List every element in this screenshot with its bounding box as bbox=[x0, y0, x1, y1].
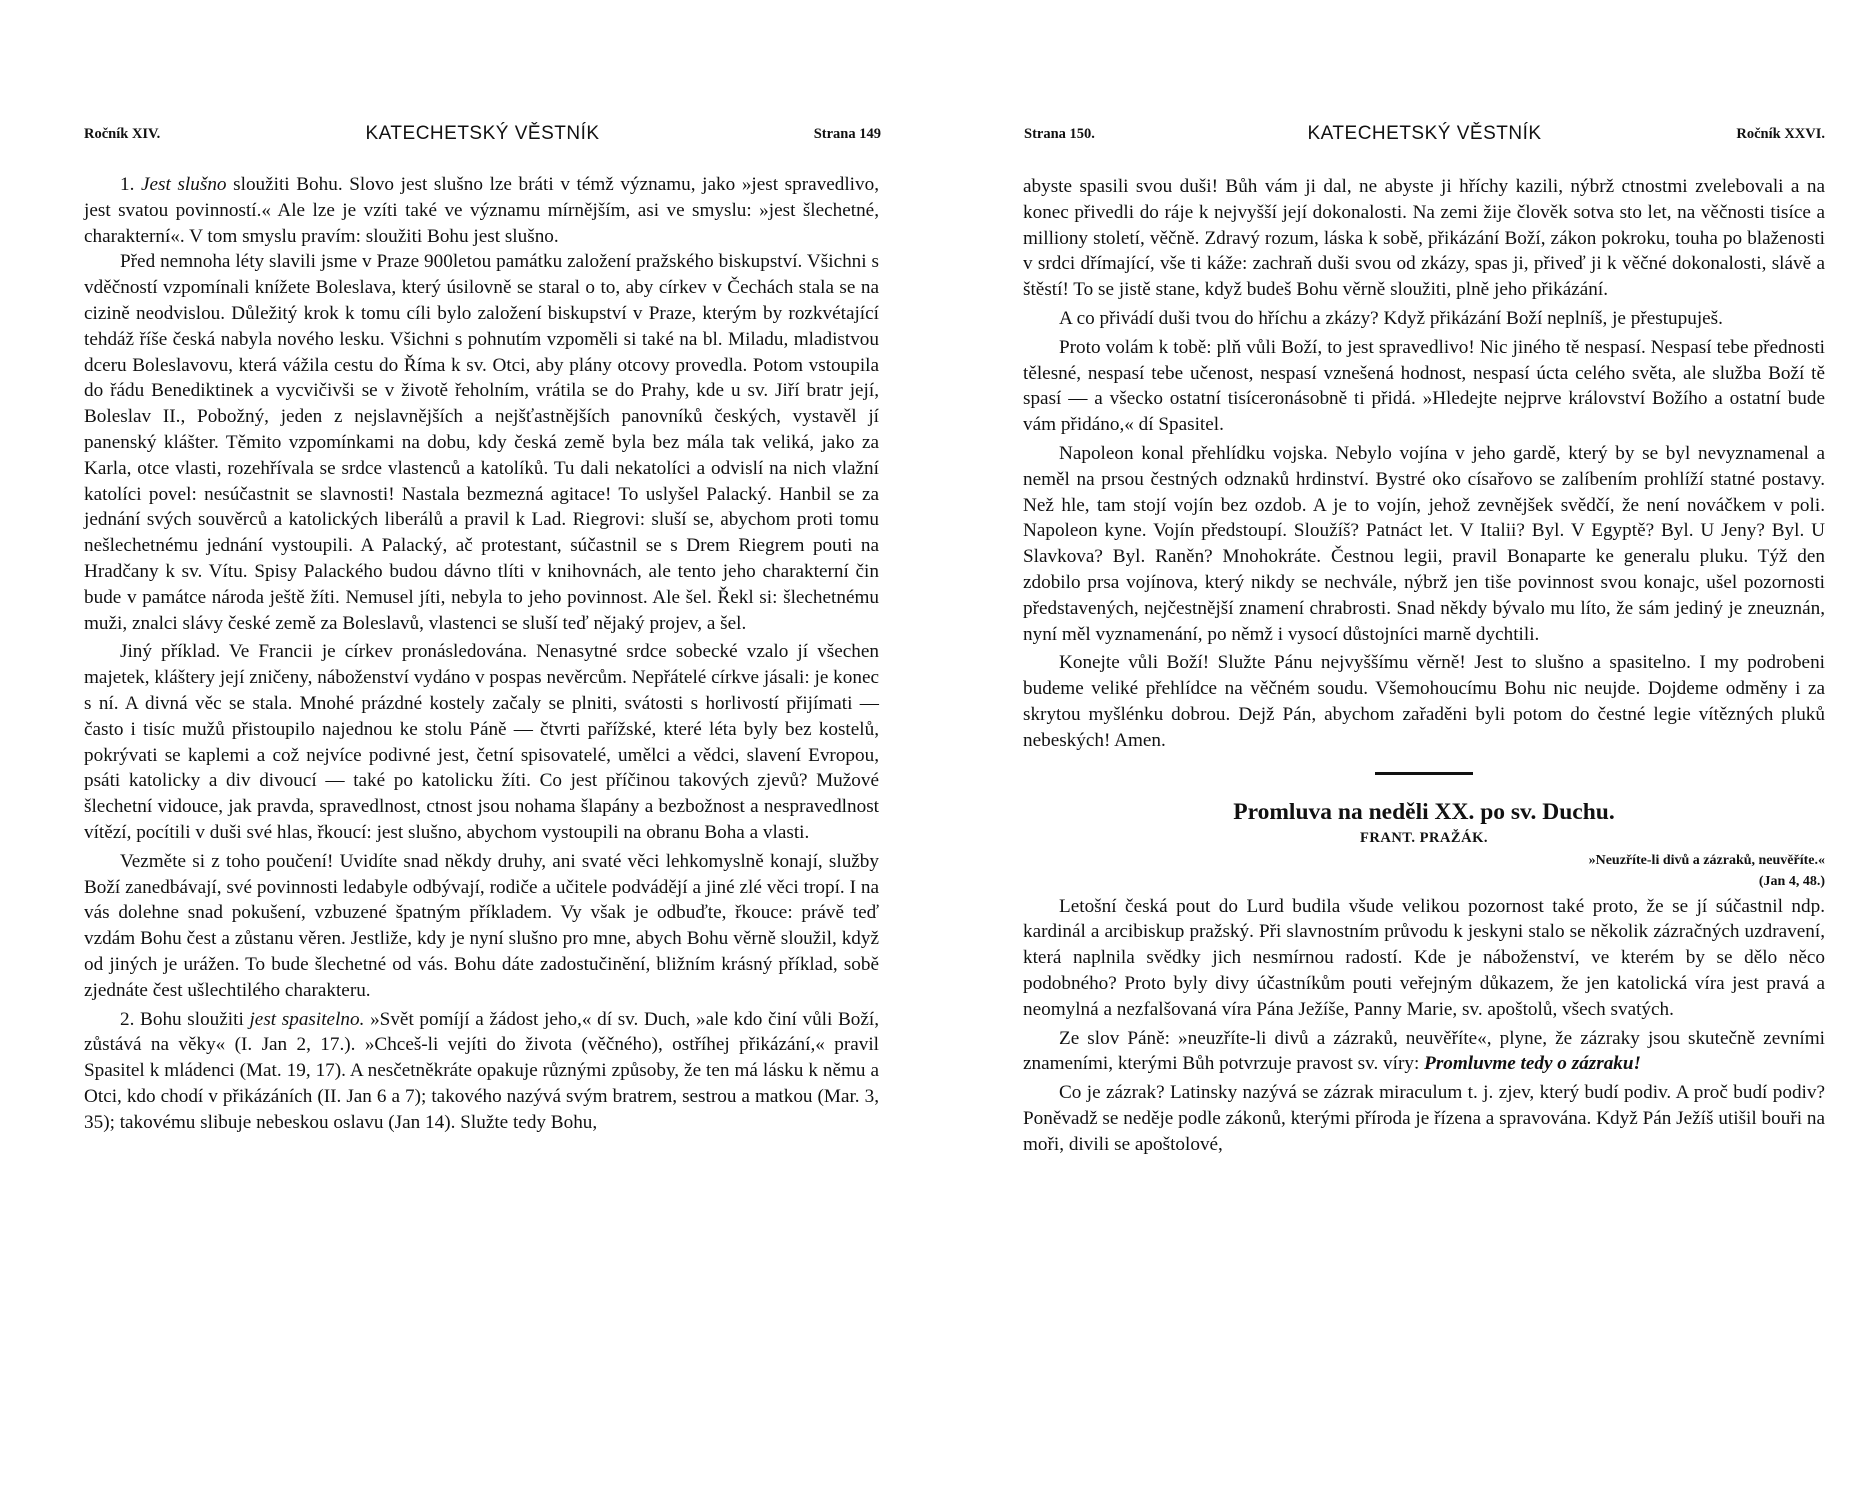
right-page-text bbox=[1023, 174, 1825, 1161]
sermon-author: FRANT. PRAŽÁK. bbox=[1360, 829, 1488, 846]
paragraph: 1. Jest slušno sloužiti Bohu. Slovo jest slušno lze bráti v témž významu, jako »jest spravedlivo, jest svatou povinností.« Ale lze je vzíti také ve významu mírnějším, asi ve smyslu: »jest šlechetné, charakterní«. V tom smyslu pravím: sloužiti Bohu jest slušno. bbox=[84, 174, 879, 247]
emphasis: Jest slušno bbox=[141, 174, 227, 195]
left-running-head bbox=[84, 122, 881, 146]
journal-title: KATECHETSKÝ VĚSTNÍK bbox=[365, 123, 600, 144]
paragraph: 2. Bohu sloužiti jest spasitelno. »Svět pomíjí a žádost jeho,« dí sv. Duch, »ale kdo činí vůli Boží, zůstává na věky« (I. Jan 2, 17.). »Chceš-li vejíti do života (věčného), ostříhej přikázání,« pravil Spasitel k mládenci (Mat. 19, 17). A nesčetněkráte opakuje různými způsoby, že ten má lásku k němu a Otci, kdo chodí v přikázáních (II. Jan 6 a 7); takového nazývá svým bratrem, sestrou a matkou (Mar. 3, 35); takovému slibuje nebeskou oslavu (Jan 14). Služte tedy Bohu, bbox=[84, 1008, 880, 1133]
paragraph: Vezměte si z toho poučení! Uvidíte snad někdy druhy, ani svaté věci lehkomyslně konají, služby Boží zanedbávají, své povinnosti ledabyle odbývají, rodiče a učitele podvádějí a jiné zlé věci tropí. I na vás dolehne snad pokušení, vzbuzené špatným příkladem. Vy však je odbuďte, řkouce: právě teď vzdám Bohu čest a zůstanu věren. Jestliže, kdy je nyní slušno pro mne, abych Bohu věrně sloužil, když od jiných je urážen. To bude šlechetné od vás. Bohu dáte zadostučinění, bližním krásný příklad, sobě zjednáte čest ušlechtilého charakteru. bbox=[84, 850, 879, 1001]
paragraph: Ze slov Páně: »neuzříte-li divů a zázraků, neuvěříte«, plyne, že zázraky jsou skutečně zevními znameními, kterými Bůh potvrzuje pravost sv. víry: Promluvme tedy o zázraku! bbox=[1023, 1027, 1825, 1075]
paragraph: Před nemnoha léty slavili jsme v Praze 900letou památku založení pražského biskupství. Všichni s vděčností vzpomínali knížete Boleslava, který úsilovně se staral o to, aby církev v Čechách stala se na cizině neodvislou. Důležitý krok k tomu cíli bylo založení biskupství v Praze, kterým by rozkvétající tehdáž říše česká nabyla nového lesku. Všichni s pohnutím vzpoměli si také na bl. Miladu, mladistvou dceru Boleslavovu, která vážila cestu do Říma k sv. Otci, aby plány otcovy provedla. Potom vstoupila do řádu Benediktinek a vycvičivši se v životě řeholním, vrátila se do Prahy, kde u sv. Jiří bratr její, Boleslav II., Pobožný, jeden z nejslavnějších a nejšťastnějších panovníků českých, vystavěl jí panenský klášter. Těmito vzpomínkami na dobu, kdy česká země byla bez mála tak veliká, jako za Karla, otce vlasti, rozehřívala se srdce vlastenců a katolíků. Tu dali nekatolíci a odvislí na nich vlažní katolíci povel: nesúčastnit se slavnosti! Nastala bezmezná agitace! To uslyšel Palacký. Hanbil se za jednání svých souvěrců a katolických liberálů a pravil k Lad. Riegrovi: sluší se, abychom proti tomu nešlechetnému jednání vystoupili. A Palacký, ač protestant, súčastnil se s Drem Riegrem pouti na Hradčany k sv. Vítu. Spisy Palackého budou dávno tlíti v knihovnách, ale tento jeho charakterní čin bude v památce národa ještě žíti. Nemusel jíti, nebyla to jeho povinnost. Ale šel. Řekl si: šlechetnému muži, znalci slávy české země za Boleslavů, vlastenci se sluší teď nějaký projev, a šel. bbox=[84, 251, 879, 634]
sermon-title: Promluva na neděli XX. po sv. Duchu. bbox=[1233, 798, 1615, 825]
right-running-head bbox=[1024, 122, 1825, 146]
left-page-text bbox=[84, 172, 879, 1138]
emphasis: Promluvme tedy o zázraku! bbox=[1424, 1053, 1642, 1075]
paragraph: abyste spasili svou duši! Bůh vám ji dal, ne abyste ji hříchy kazili, nýbrž ctnostmi zvelebovali a na konec přivedli do ráje k nejvyšší její dokonalosti. Na zemi žije člověk sotva sto let, na věčnosti tisíce a milliony století, věčně. Zdravý rozum, láska k sobě, přikázání Boží, zákon pokroku, touha po blaženosti v srdci dřímající, vše ti káže: zachraň duši svou od zkázy, spas ji, přiveď ji k věčné dokonalosti, slávě a štěstí! To se jistě stane, když budeš Bohu věrně sloužiti, plně jeho přikázání. bbox=[1023, 176, 1825, 301]
journal-title: KATECHETSKÝ VĚSTNÍK bbox=[1307, 123, 1542, 144]
page-number: Strana 149 bbox=[813, 126, 881, 142]
paragraph: Napoleon konal přehlídku vojska. Nebylo vojína v jeho gardě, který by se byl nevyznamenal a neměl na prsou čestných odznaků hrdinství. Bystré oko císařovo se zalíbením prohlíží statné postavy. Než hle, tam stojí vojín bez ozdob. A je to vojín, jehož zevnějšek svědčí, že není nováčkem v poli. Napoleon kyne. Vojín předstoupí. Sloužíš? Patnáct let. V Italii? Byl. V Egyptě? Byl. U Jeny? Byl. U Slavkova? Byl. Raněn? Mnohokráte. Čestnou legii, pravil Bonaparte ke generalu pluku. Týž den zdobilo prsa vojínova, který nikdy se nechvále, nýbrž jen tiše povinnost svou konajc, ušel pozornosti představených, nejčestnější znamení chrabrosti. Snad někdy bývalo mu líto, že sám jediný je zneuznán, nyní měl vyznamenání, po němž i vysocí důstojníci marně dychtili. bbox=[1023, 442, 1825, 645]
volume-label: Ročník XXVI. bbox=[1736, 126, 1825, 142]
paragraph: A co přivádí duši tvou do hříchu a zkázy? Když přikázání Boží neplníš, je přestupuješ. bbox=[1059, 307, 1723, 329]
section-divider bbox=[1375, 772, 1473, 775]
paragraph: Jiný příklad. Ve Francii je církev pronásledována. Nenasytné srdce sobecké vzalo jí všechen majetek, kláštery její zničeny, náboženství vydáno v pospas nevěrcům. Nepřátelé církve jásali: je konec s ní. A divná věc se stala. Mnohé prázdné kostely začaly se plniti, svátosti s horlivostí přijímati — často i tisíc mužů přistoupilo najednou ke stolu Páně — čtvrti pařížské, které léta byly bez kostelů, pokrývati se kaplemi a což nejvíce podivné jest, četní spisovatelé, umělci a vědci, slavení Evropou, psáti katolicky a div divoucí — také po katolicku žíti. Co jest příčinou takových zjevů? Mužové šlechetní vidouce, jak pravda, spravedlnost, ctnost jsou nohama šlapány a bezbožnost a nespravedlnost vítězí, pocítili v duši své hlas, řkoucí: jest slušno, abychom vystoupili na obranu Boha a vlasti. bbox=[84, 641, 879, 843]
emphasis: jest spasitelno. bbox=[249, 1008, 365, 1030]
volume-label: Ročník XIV. bbox=[84, 126, 161, 142]
paragraph: Proto volám k tobě: plň vůli Boží, to jest spravedlivo! Nic jiného tě nespasí. Nespasí tebe přednosti tělesné, nespasí tebe učenost, nespasí vznešená hodnost, nespasí úcta celého světa, ale služba Boží tě spasí — a všecko ostatní tisíceronásobně ti přidá. »Hledejte nejprve království Božího a ostatní bude vám přidáno,« dí Spasitel. bbox=[1023, 336, 1825, 436]
paragraph: Konejte vůli Boží! Služte Pánu nejvyššímu věrně! Jest to slušno a spasitelno. I my podrobeni budeme veliké přehlídce na věčném soudu. Všemohoucímu Bohu nic neujde. Dojdeme odměny i za skrytou myšlénku dobrou. Dejž Pán, abychom zařaděni byli potom do čestné legie vítězných pluků nebeských! Amen. bbox=[1023, 652, 1825, 751]
motto-reference: (Jan 4, 48.) bbox=[1758, 873, 1825, 889]
motto-quote: »Neuzříte-li divů a zázraků, neuvěříte.« bbox=[1588, 852, 1825, 868]
paragraph: Co je zázrak? Latinsky nazývá se zázrak miraculum t. j. zjev, který budí podiv. A proč budí podiv? Poněvadž se neděje podle zákonů, kterými příroda je řízena a spravována. Když Pán Ježíš utišil bouři na moři, divili se apoštolové, bbox=[1023, 1082, 1825, 1155]
right-page bbox=[937, 0, 1874, 1500]
page-number: Strana 150. bbox=[1024, 126, 1095, 142]
paragraph: Letošní česká pout do Lurd budila všude velikou pozornost také proto, že se jí súčastnil ndp. kardinál a arcibiskup pražský. Při slavnostním průvodu k jeskyni stalo se několik zázračných uzdravení, která naplnila svědky jich nesmírnou radostí. Kde je náboženství, ve kterém by se dělo něco podobného? Proto byly divy účastníkům pouti veřejným důkazem, že jen katolická víra jest pravá a neomylná a nezfalšovaná víra Pána Ježíše, Panny Marie, sv. apoštolů, všech svatých. bbox=[1023, 895, 1825, 1020]
